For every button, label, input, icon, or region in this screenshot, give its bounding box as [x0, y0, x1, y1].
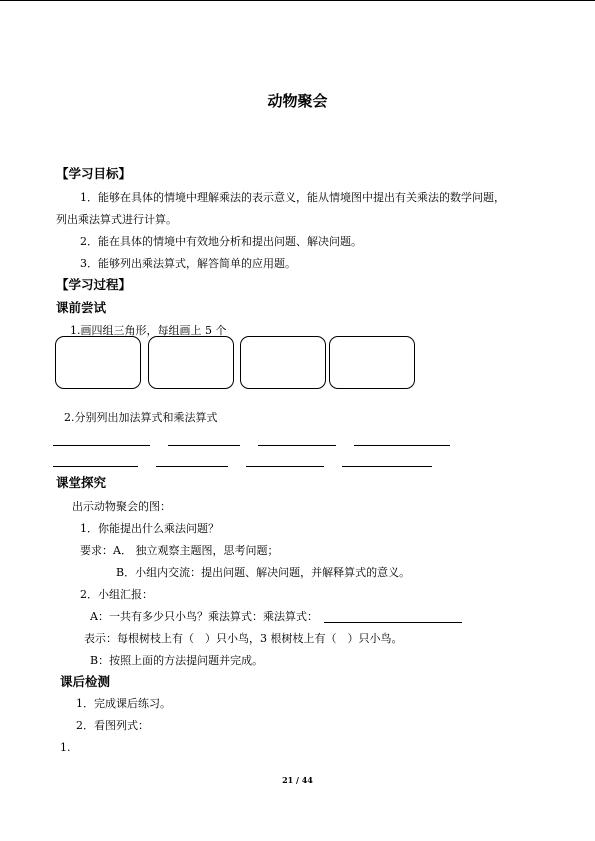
explore-question-2: 2．小组汇报：	[80, 588, 153, 601]
goal-line-4: 3．能够列出乘法算式，解答简单的应用题。	[80, 257, 296, 270]
drawing-box-3[interactable]	[240, 336, 326, 389]
after-item-2: 2．看图列式：	[76, 719, 149, 732]
answer-line[interactable]	[342, 466, 432, 467]
pre-trial-heading: 课前尝试	[56, 300, 107, 315]
after-item-1: 1．完成课后练习。	[76, 697, 171, 710]
pre-question-1: 1.画四组三角形，每组画上 5 个	[70, 324, 227, 337]
explore-intro: 出示动物聚会的图：	[72, 500, 171, 513]
top-rule	[0, 0, 595, 1]
drawing-box-1[interactable]	[55, 336, 141, 389]
requirement-b: B．小组内交流：提出问题、解决问题，并解释算式的意义。	[116, 566, 411, 579]
answer-line[interactable]	[53, 466, 138, 467]
page-number: 21 / 44	[282, 775, 313, 785]
goals-heading: 【学习目标】	[56, 166, 132, 181]
requirement-a: 要求：A． 独立观察主题图，思考问题；	[80, 544, 279, 557]
answer-line[interactable]	[168, 445, 240, 446]
goal-line-1: 1．能够在具体的情境中理解乘法的表示意义，能从情境图中提出有关乘法的数学问题，	[80, 191, 505, 204]
drawing-box-2[interactable]	[148, 336, 234, 389]
drawing-box-4[interactable]	[329, 336, 415, 389]
after-check-heading: 课后检测	[60, 674, 111, 689]
answer-line[interactable]	[354, 445, 450, 446]
answer-line[interactable]	[258, 445, 336, 446]
answer-line[interactable]	[53, 445, 150, 446]
class-explore-heading: 课堂探究	[56, 475, 107, 490]
report-b: B：按照上面的方法提问题并完成。	[90, 654, 264, 667]
pre-question-2: 2.分别列出加法算式和乘法算式	[64, 411, 218, 424]
after-item-3: 1.	[60, 741, 71, 754]
express-line: 表示：每根树枝上有（ ）只小鸟，3 根树枝上有（ ）只小鸟。	[84, 632, 403, 645]
report-a: A：一共有多少只小鸟？乘法算式：乘法算式：	[90, 610, 318, 623]
process-heading: 【学习过程】	[56, 277, 132, 292]
page-title: 动物聚会	[267, 92, 328, 110]
explore-question-1: 1．你能提出什么乘法问题？	[80, 522, 219, 535]
answer-line[interactable]	[156, 466, 228, 467]
goal-line-3: 2．能在具体的情境中有效地分析和提出问题、解决问题。	[80, 235, 362, 248]
answer-line[interactable]	[324, 622, 462, 623]
answer-line[interactable]	[246, 466, 324, 467]
goal-line-2: 列出乘法算式进行计算。	[56, 213, 177, 226]
